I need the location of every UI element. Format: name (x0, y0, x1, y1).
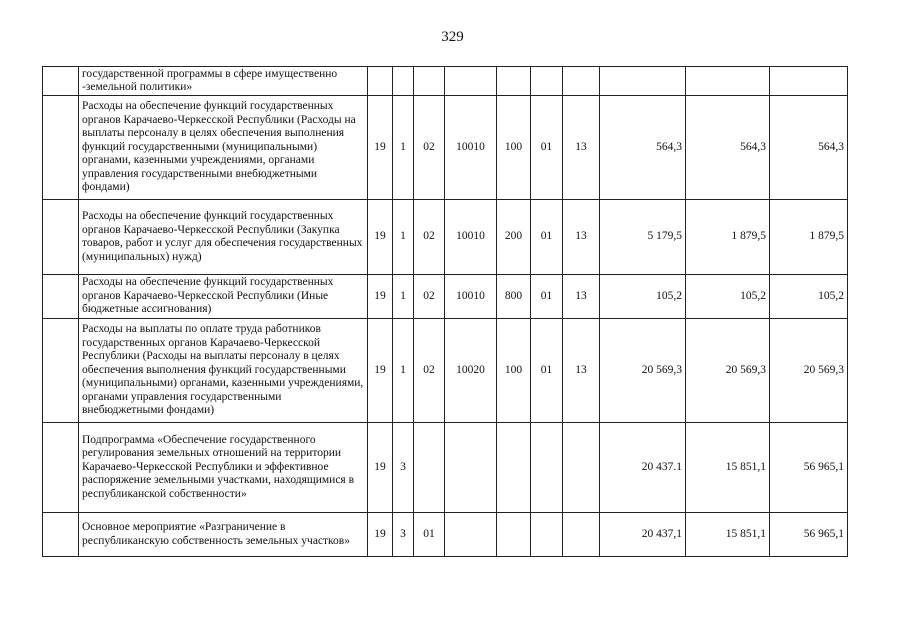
section-code-cell (531, 423, 563, 513)
amount-year-1-cell: 105,2 (600, 275, 686, 319)
amount-year-2-cell: 15 851,1 (686, 513, 770, 557)
program-code-cell: 19 (368, 275, 393, 319)
budget-table-body (43, 67, 848, 557)
activity-code-cell: 02 (414, 200, 445, 275)
section-code-cell: 01 (531, 275, 563, 319)
amount-year-1-cell: 20 437.1 (600, 423, 686, 513)
section-code-cell: 01 (531, 319, 563, 423)
item-name-cell: Расходы на обеспечение функций государственных органов Карачаево-Черкесской Республики (Иные бюджетные ассигнования) (79, 275, 368, 319)
subsection-code-cell: 13 (563, 275, 600, 319)
amount-year-2-cell (686, 67, 770, 96)
subsection-code-cell: 13 (563, 96, 600, 200)
subprogram-code-cell: 3 (393, 423, 414, 513)
item-name-cell: Основное мероприятие «Разграничение в республиканскую собственность земельных участков» (79, 513, 368, 557)
activity-code-cell: 02 (414, 319, 445, 423)
direction-code-cell: 10010 (445, 200, 497, 275)
amount-year-1-cell: 564,3 (600, 96, 686, 200)
subprogram-code-cell: 1 (393, 319, 414, 423)
subsection-code-cell: 13 (563, 319, 600, 423)
amount-year-3-cell: 105,2 (770, 275, 848, 319)
amount-year-3-cell: 20 569,3 (770, 319, 848, 423)
program-code-cell (368, 67, 393, 96)
page-number: 329 (441, 29, 464, 45)
table-row (43, 513, 848, 557)
item-name-cell: Подпрограмма «Обеспечение государственного регулирования земельных отношений на территории Карачаево-Черкесской Республики и эффективное распоряжение земельными участками, находящимися в республиканской собственности» (79, 423, 368, 513)
amount-year-3-cell: 56 965,1 (770, 423, 848, 513)
program-code-cell: 19 (368, 319, 393, 423)
direction-code-cell: 10020 (445, 319, 497, 423)
table-row (43, 67, 848, 96)
activity-code-cell: 02 (414, 275, 445, 319)
program-code-cell: 19 (368, 96, 393, 200)
subprogram-code-cell: 3 (393, 513, 414, 557)
row-index-cell (43, 319, 79, 423)
table-row (43, 200, 848, 275)
subsection-code-cell (563, 423, 600, 513)
subprogram-code-cell: 1 (393, 275, 414, 319)
subsection-code-cell (563, 513, 600, 557)
expense-type-code-cell (497, 513, 531, 557)
table-row (43, 319, 848, 423)
subsection-code-cell: 13 (563, 200, 600, 275)
amount-year-3-cell (770, 67, 848, 96)
expense-type-code-cell: 200 (497, 200, 531, 275)
item-name-cell: Расходы на обеспечение функций государственных органов Карачаево-Черкесской Республики (Закупка товаров, работ и услуг для обеспечения государственных (муниципальных) нужд) (79, 200, 368, 275)
amount-year-1-cell: 20 437,1 (600, 513, 686, 557)
expense-type-code-cell (497, 423, 531, 513)
direction-code-cell (445, 423, 497, 513)
program-code-cell: 19 (368, 200, 393, 275)
row-index-cell (43, 275, 79, 319)
budget-table (42, 66, 848, 557)
amount-year-1-cell: 20 569,3 (600, 319, 686, 423)
expense-type-code-cell (497, 67, 531, 96)
amount-year-2-cell: 105,2 (686, 275, 770, 319)
program-code-cell: 19 (368, 423, 393, 513)
amount-year-3-cell: 564,3 (770, 96, 848, 200)
expense-type-code-cell: 100 (497, 96, 531, 200)
row-index-cell (43, 423, 79, 513)
direction-code-cell (445, 67, 497, 96)
amount-year-2-cell: 564,3 (686, 96, 770, 200)
program-code-cell: 19 (368, 513, 393, 557)
subprogram-code-cell: 1 (393, 96, 414, 200)
table-row (43, 423, 848, 513)
amount-year-3-cell: 56 965,1 (770, 513, 848, 557)
row-index-cell (43, 96, 79, 200)
activity-code-cell: 02 (414, 96, 445, 200)
item-name-cell: государственной программы в сфере имущественно -земельной политики» (79, 67, 368, 96)
section-code-cell: 01 (531, 200, 563, 275)
section-code-cell: 01 (531, 96, 563, 200)
amount-year-2-cell: 20 569,3 (686, 319, 770, 423)
activity-code-cell: 01 (414, 513, 445, 557)
section-code-cell (531, 67, 563, 96)
subprogram-code-cell (393, 67, 414, 96)
section-code-cell (531, 513, 563, 557)
amount-year-3-cell: 1 879,5 (770, 200, 848, 275)
row-index-cell (43, 513, 79, 557)
direction-code-cell: 10010 (445, 275, 497, 319)
table-row (43, 275, 848, 319)
amount-year-2-cell: 15 851,1 (686, 423, 770, 513)
table-row (43, 96, 848, 200)
row-index-cell (43, 200, 79, 275)
subsection-code-cell (563, 67, 600, 96)
subprogram-code-cell: 1 (393, 200, 414, 275)
amount-year-2-cell: 1 879,5 (686, 200, 770, 275)
direction-code-cell: 10010 (445, 96, 497, 200)
activity-code-cell (414, 423, 445, 513)
amount-year-1-cell: 5 179,5 (600, 200, 686, 275)
item-name-cell: Расходы на обеспечение функций государственных органов Карачаево-Черкесской Республики (Расходы на выплаты персоналу в целях обеспечения выполнения функций государственными (муниципальными) органами, казенными учреждениями, органами управления государственными внебюджетными фондами) (79, 96, 368, 200)
expense-type-code-cell: 100 (497, 319, 531, 423)
expense-type-code-cell: 800 (497, 275, 531, 319)
activity-code-cell (414, 67, 445, 96)
amount-year-1-cell (600, 67, 686, 96)
row-index-cell (43, 67, 79, 96)
item-name-cell: Расходы на выплаты по оплате труда работников государственных органов Карачаево-Черкесской Республики (Расходы на выплаты персоналу в целях обеспечения выполнения функций государственными (муниципальными) органами, казенными учреждениями, органами управления государственными внебюджетными фондами) (79, 319, 368, 423)
direction-code-cell (445, 513, 497, 557)
